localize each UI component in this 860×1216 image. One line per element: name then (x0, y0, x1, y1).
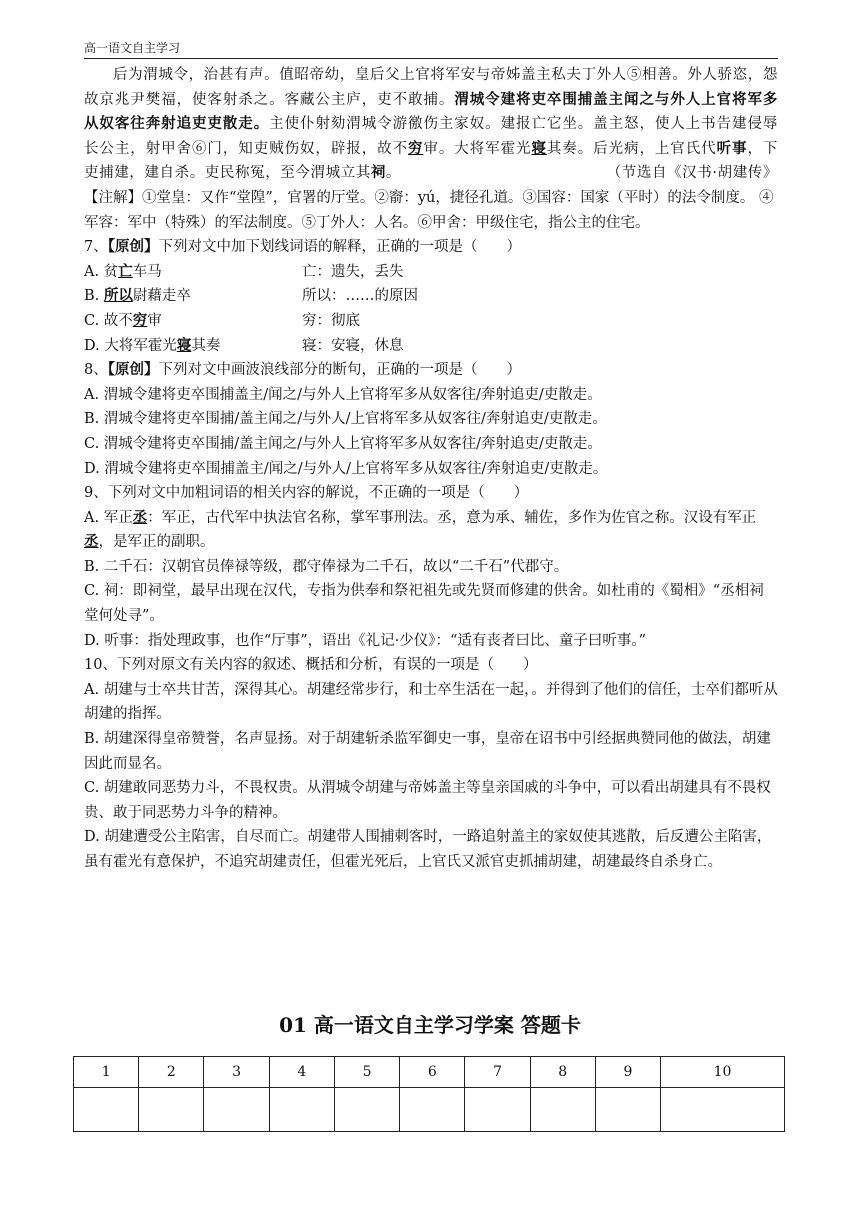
bold-word-tingshi: 听事 (716, 139, 748, 157)
q7-c-gloss: 穷：彻底 (302, 312, 360, 329)
passage-text-1: 后为渭城令，治甚有声。值昭帝幼，皇后父上官将军安与帝姊盖主私夫丁外人⑤相善。外人骄恣，怨故京兆尹樊福，使客射杀之。客藏公主庐，吏不敢捕。 (84, 67, 778, 108)
q8-option-c: C. 渭城令建将吏卒围捕/盖主闻之/与外人上官将军多从奴客往/奔射追吏/吏散走。 (84, 435, 602, 452)
q7-b-right: 尉藉走卒 (132, 288, 191, 305)
q7-option-d (84, 334, 778, 359)
passage-text-4: 其奏。后光病，上官氏代 (546, 140, 717, 157)
q9-a-part2: ：军正，古代军中执法官名称，掌军事刑法。丞，意为承、辅佐，多作为佐官之称。汉设有军正 (147, 509, 757, 526)
answer-cell[interactable] (530, 1088, 595, 1132)
q7-d-gloss: 寝：安寝，休息 (302, 337, 404, 354)
answer-card-header: 4 (269, 1057, 334, 1088)
answer-card-header: 5 (334, 1057, 399, 1088)
bold-word-ci: 祠 (370, 164, 387, 182)
q9-option-c: C. 祠：即祠堂，最早出现在汉代，专指为供奉和祭祀祖先或先贤而修建的供舍。如杜甫的《蜀相》“丞相祠堂何处寻”。 (84, 583, 764, 625)
q10-stem: 10、下列对原文有关内容的叙述、概括和分析，有误的一项是（ ） (84, 657, 538, 674)
q7-a-right: 车马 (132, 263, 162, 280)
answer-cell[interactable] (269, 1088, 334, 1132)
q7-c-left: C. 故不 (84, 312, 133, 329)
answer-card-header: 9 (595, 1057, 660, 1088)
q7-option-b (84, 284, 778, 309)
answer-card-header-row (74, 1057, 785, 1088)
q9-a-part1: A. 军正 (84, 509, 133, 526)
q10-option-a: A. 胡建与士卒共甘苦，深得其心。胡建经常步行，和士卒生活在一起，。并得到了他们的信任，士卒们都听从胡建的指挥。 (84, 681, 778, 723)
q10-option-b: B. 胡建深得皇帝赞誉，名声显扬。对于胡建斩杀监军御史一事，皇帝在诏书中引经据典赞同他的做法，胡建因此而显名。 (84, 731, 771, 772)
passage-wavy-sentence: 渭城令建将吏卒围捕盖主闻之与外人上官将军多从奴客往奔射追吏吏散走。 (84, 90, 778, 133)
running-header: 高一语文自主学习 (84, 40, 778, 59)
answer-cell[interactable] (465, 1088, 530, 1132)
q7-a-gloss: 亡：遗失，丢失 (302, 263, 404, 280)
passage-text-6: 。 (386, 165, 402, 182)
q8-stem (84, 358, 778, 383)
passage-source: （节选自《汉书·胡建传》 (606, 165, 778, 182)
q7-option-c (84, 309, 778, 334)
answer-card-header: 1 (74, 1057, 139, 1088)
q7-text: 下列对文中加下划线词语的解释，正确的一项是（ ） (158, 239, 521, 256)
notes: 【注解】①堂皇：又作“堂隍”，官署的厅堂。②窬：yú，捷径孔道。③国容：国家（平时）的法令制度。 ④军容：军中（特殊）的军法制度。⑤丁外人：人名。⑥甲舍：甲级住宅，指公主的住宅。 (84, 189, 774, 231)
q9-stem: 9、下列对文中加粗词语的相关内容的解说，不正确的一项是（ ） (84, 485, 529, 502)
answer-card-header: 3 (204, 1057, 269, 1088)
q8-option-b: B. 渭城令建将吏卒围捕/盖主闻之/与外人/上官将军多从奴客往/奔射追吏/吏散走。 (84, 411, 607, 428)
q9-option-b: B. 二千石：汉朝官员俸禄等级，郡守俸禄为二千石，故以“二千石”代郡守。 (84, 558, 569, 575)
q8-option-d: D. 渭城令建将吏卒围捕盖主/闻之/与外人/上官将军多从奴客往/奔射追吏/吏散走。 (84, 460, 608, 477)
q7-c-underlined: 穷 (132, 311, 148, 329)
q10-option-c: C. 胡建敢同恶势力斗，不畏权贵。从渭城令胡建与帝姊盖主等皇亲国戚的斗争中，可以看出胡建具有不畏权贵、敢于同恶势力斗争的精神。 (84, 780, 771, 821)
q7-a-underlined: 亡 (118, 262, 133, 280)
q10-option-d: D. 胡建遭受公主陷害，自尽而亡。胡建带人围捕刺客时，一路追射盖主的家奴使其逃散，后反遭公主陷害，虽有霍光有意保护，不追究胡建责任，但霍光死后，上官氏又派官吏抓捕胡建，胡建最终自杀身亡。 (84, 829, 772, 870)
answer-cell[interactable] (661, 1088, 785, 1132)
answer-cell[interactable] (74, 1088, 139, 1132)
answer-card-header: 8 (530, 1057, 595, 1088)
q7-number: 7、 (84, 239, 108, 256)
q7-d-right: 其奏 (191, 337, 221, 354)
passage-text-2: 主使仆射劾渭城令游徼伤主家奴。建报亡它坐。盖主怒，使人上书告建侵辱长公主，射甲舍⑥门，知吏贼伤奴，辟报，故不 (84, 116, 778, 157)
answer-cell[interactable] (204, 1088, 269, 1132)
answer-card-answer-row (74, 1088, 785, 1132)
answer-cell[interactable] (139, 1088, 204, 1132)
q8-text: 下列对文中画波浪线部分的断句，正确的一项是（ ） (158, 362, 521, 379)
q9-option-a (84, 506, 778, 555)
q9-a-part3: ，是军正的副职。 (98, 534, 215, 551)
passage-text-3: 审。大将军霍光 (423, 140, 532, 157)
underlined-word-qin: 寝 (531, 139, 547, 157)
q7-option-a (84, 260, 778, 285)
q9-a-underlined-1: 丞 (132, 508, 148, 526)
q7-b-left: B. (84, 288, 104, 305)
main-content (84, 63, 778, 875)
q7-b-gloss: 所以：……的原因 (302, 288, 418, 305)
q7-a-left: A. 贫 (84, 263, 119, 280)
q7-d-underlined: 寝 (176, 336, 192, 354)
answer-card-header: 2 (139, 1057, 204, 1088)
q8-option-a: A. 渭城令建将吏卒围捕盖主/闻之/与外人上官将军多从奴客往/奔射追吏/吏散走。 (84, 386, 602, 403)
q7-b-underlined: 所以 (103, 287, 133, 305)
answer-card-header: 10 (661, 1057, 785, 1088)
passage-text-5: ，下吏捕建，建自杀。吏民称冤，至今渭城立其 (84, 140, 778, 182)
q9-option-d: D. 听事：指处理政事，也作“厅事”，语出《礼记·少仪》：“适有丧者曰比、童子曰听事。” (84, 632, 647, 649)
q7-stem (84, 235, 778, 260)
q8-tag: 【原创】 (107, 361, 159, 379)
answer-card-header: 7 (465, 1057, 530, 1088)
answer-cell[interactable] (595, 1088, 660, 1132)
q7-c-right: 审 (147, 312, 162, 329)
underlined-word-qiong: 穷 (408, 139, 424, 157)
passage-paragraph (84, 63, 778, 186)
q8-number: 8、 (84, 362, 108, 379)
answer-cell[interactable] (400, 1088, 465, 1132)
q7-d-left: D. 大将军霍光 (84, 337, 177, 354)
answer-cell[interactable] (334, 1088, 399, 1132)
q9-a-underlined-2: 丞 (84, 533, 99, 551)
answer-card-table (73, 1056, 785, 1132)
q7-tag: 【原创】 (107, 238, 159, 256)
answer-card-title: 01 高一语文自主学习学案 答题卡 (279, 1013, 581, 1037)
answer-card-header: 6 (400, 1057, 465, 1088)
